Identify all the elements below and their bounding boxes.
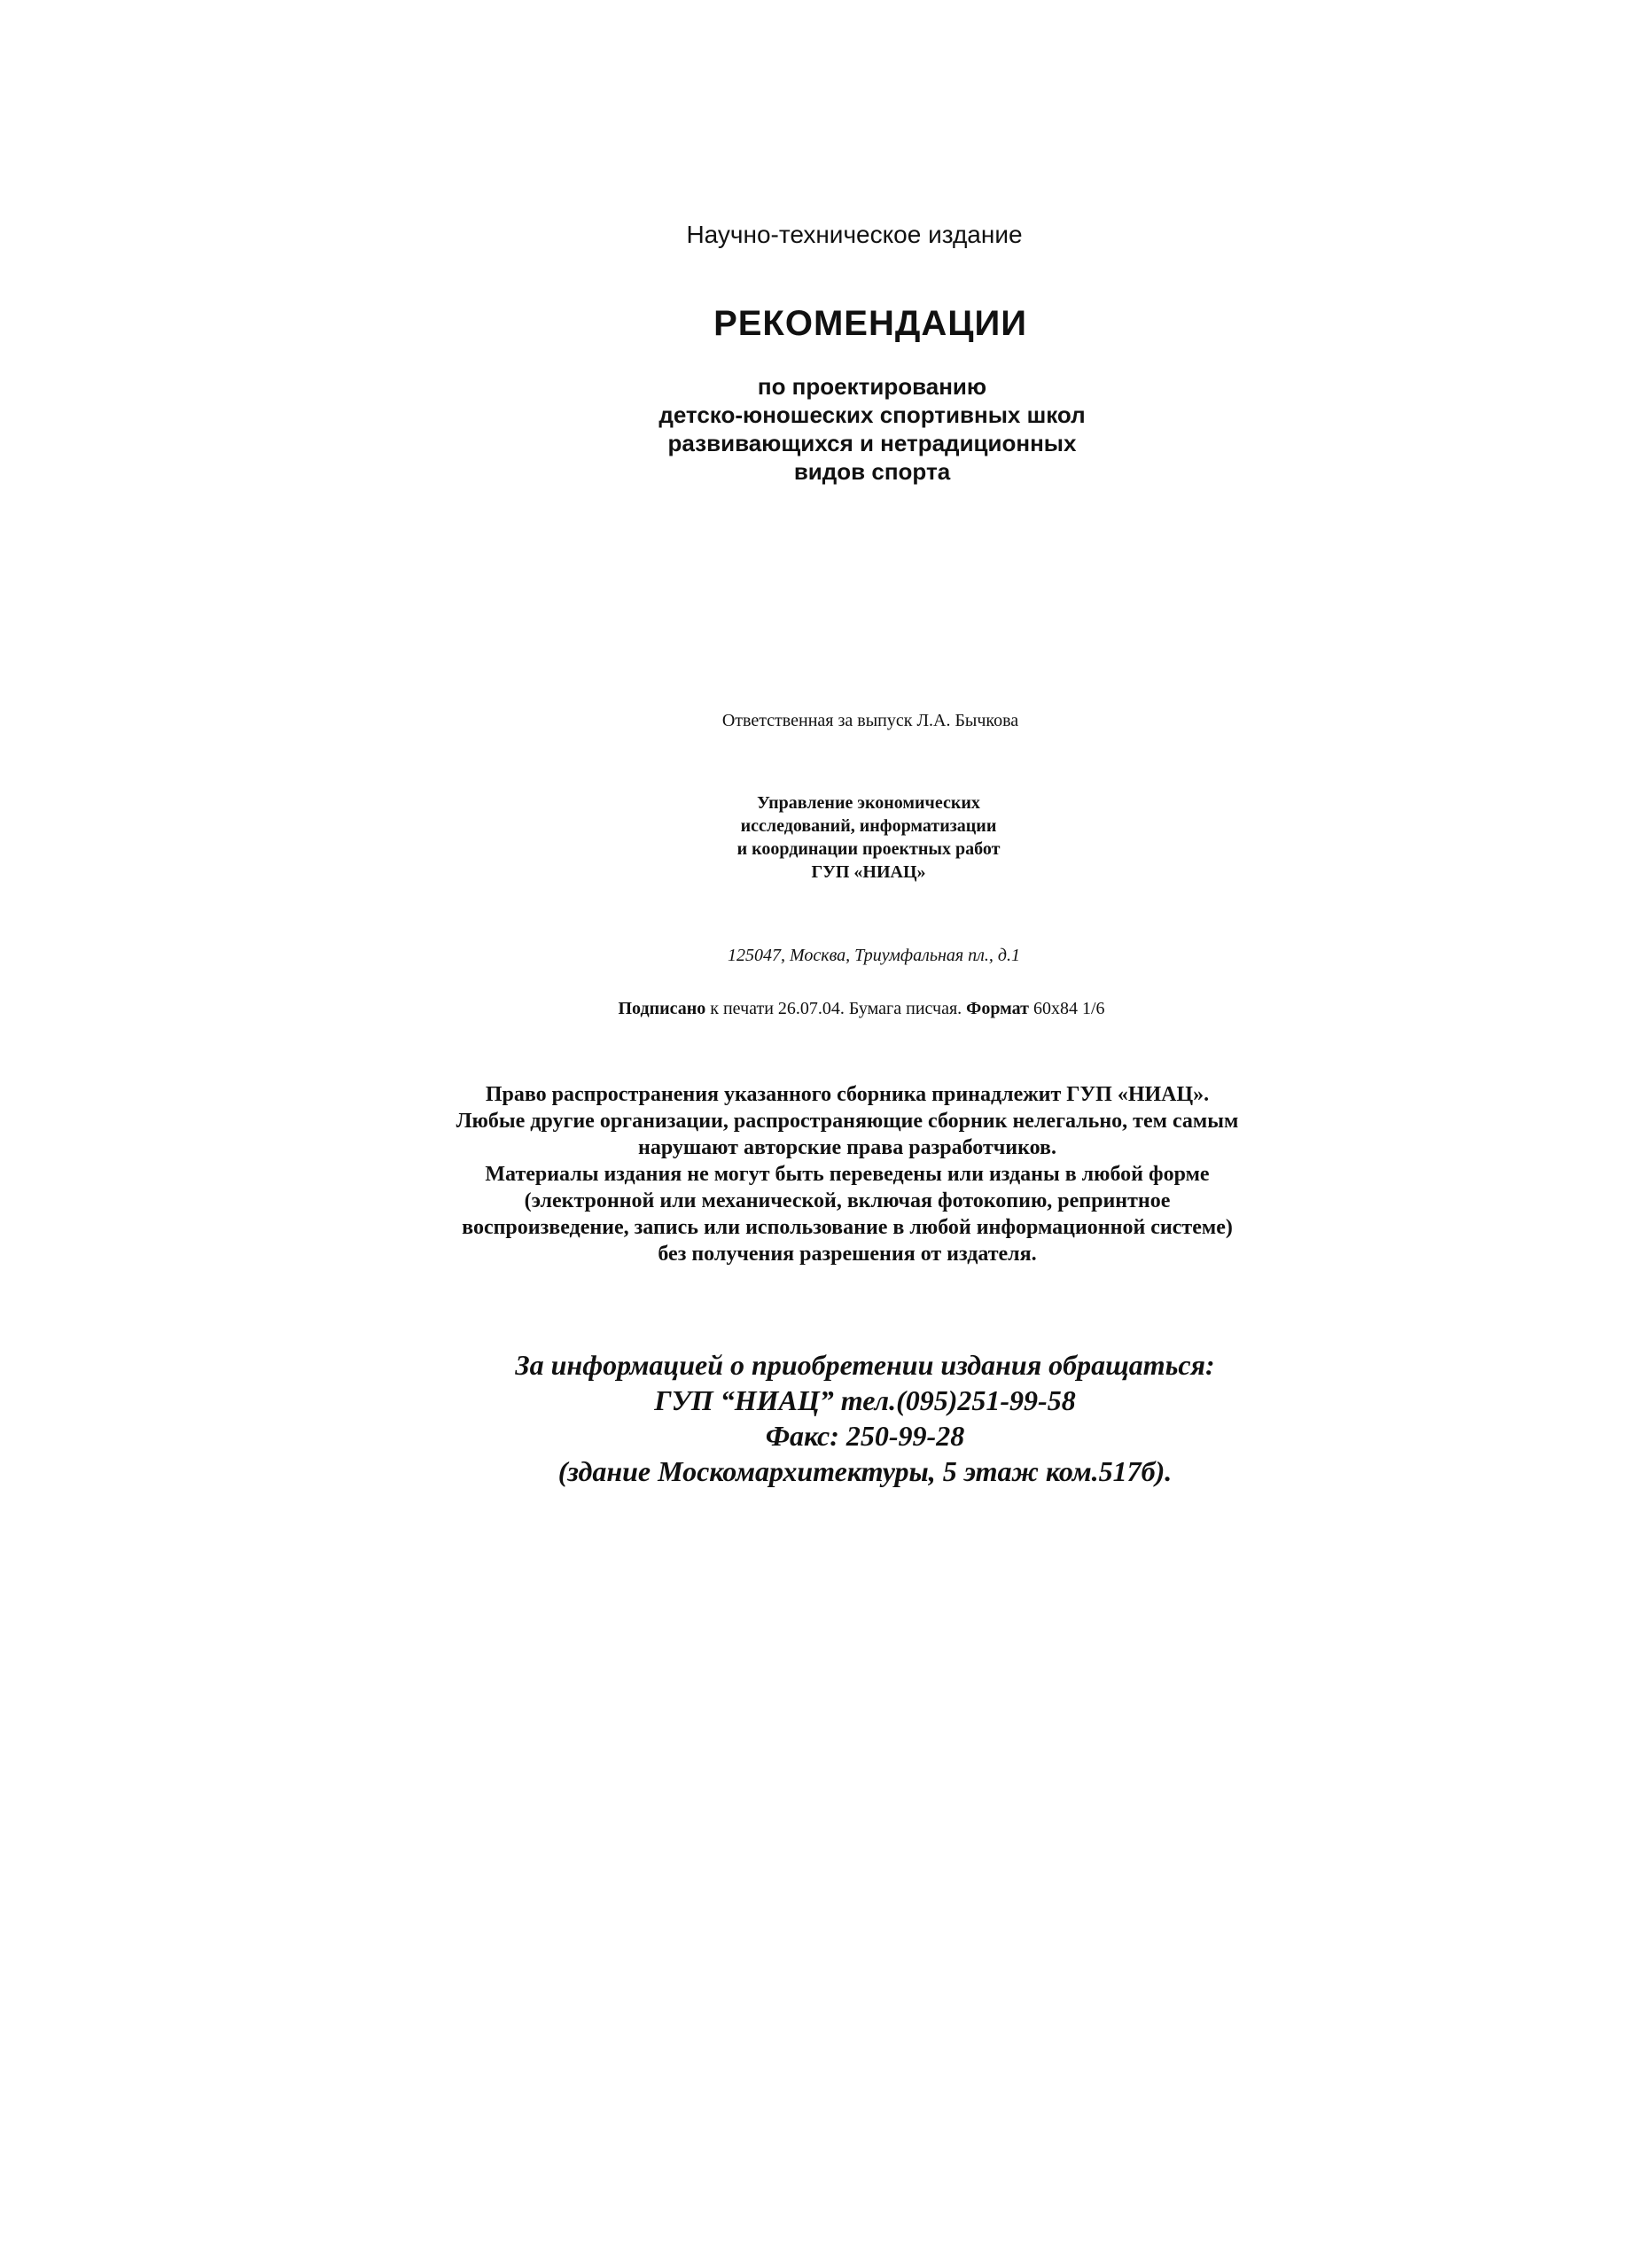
signed-label: Подписано	[618, 999, 706, 1018]
document-title	[44, 301, 1652, 346]
responsible-editor	[44, 709, 1652, 732]
copyright-line: без получения разрешения от издателя.	[658, 1243, 1037, 1266]
edition-type-text: Научно-техническое издание	[686, 221, 1023, 248]
responsible-editor-text: Ответственная за выпуск Л.А. Бычкова	[721, 711, 1019, 730]
copyright-line: Право распространения указанного сборника принадлежит ГУП «НИАЦ».	[485, 1083, 1210, 1106]
copyright-line: воспроизведение, запись или использование в любой информационной системе)	[462, 1216, 1233, 1239]
contact-line: ГУП “НИАЦ” тел.(095)251-99-58	[654, 1384, 1076, 1416]
document-subtitle	[46, 372, 1652, 486]
copyright-notice	[21, 1081, 1652, 1267]
department-line: и координации проектных работ	[736, 839, 1001, 859]
copyright-line: Любые другие организации, распространяющие сборник нелегально, тем самым	[456, 1110, 1239, 1133]
subtitle-line: детско-юношеских спортивных школ	[658, 401, 1086, 428]
print-info	[35, 997, 1652, 1020]
signed-text: к печати 26.07.04. Бумага писчая.	[705, 999, 967, 1018]
copyright-line: Материалы издания не могут быть переведены или изданы в любой форме	[485, 1163, 1210, 1186]
edition-type	[28, 220, 1652, 250]
subtitle-line: видов спорта	[793, 458, 951, 485]
contact-line: (здание Москомархитектуры, 5 этаж ком.517б).	[557, 1455, 1173, 1487]
document-title-text: РЕКОМЕНДАЦИИ	[713, 304, 1027, 343]
subtitle-line: развивающихся и нетрадиционных	[667, 430, 1077, 456]
department-block	[43, 791, 1652, 884]
subtitle-line: по проектированию	[757, 373, 987, 400]
publisher-address-text: 125047, Москва, Триумфальная пл., д.1	[728, 946, 1020, 965]
copyright-line: (электронной или механической, включая фотокопию, репринтное	[524, 1189, 1171, 1212]
department-line: Управление экономических	[757, 793, 980, 813]
print-info-line	[35, 997, 1652, 1020]
contact-line: За информацией о приобретении издания обращаться:	[515, 1349, 1215, 1381]
format-value: 60x84 1/6	[1028, 999, 1105, 1018]
department-line: исследований, информатизации	[740, 816, 997, 836]
copyright-line: нарушают авторские права разработчиков.	[638, 1136, 1056, 1159]
publisher-address	[48, 944, 1652, 967]
department-line: ГУП «НИАЦ»	[811, 862, 926, 882]
contact-info	[39, 1347, 1652, 1489]
format-label: Формат	[966, 999, 1029, 1018]
contact-line: Факс: 250-99-28	[765, 1420, 965, 1452]
